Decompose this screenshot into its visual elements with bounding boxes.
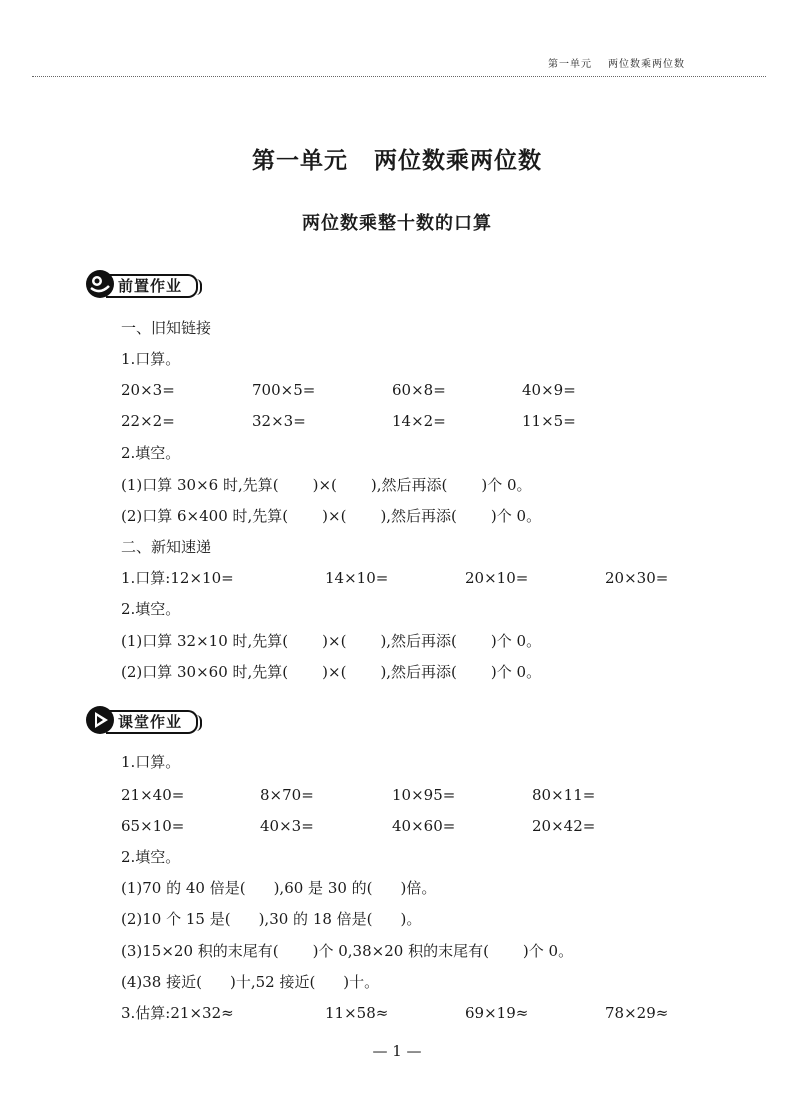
item-text: )个 0,38×20 积的末尾有( xyxy=(312,942,489,960)
estimate-problem: 11×58≈ xyxy=(325,1004,389,1022)
math-problem: 80×11= xyxy=(532,786,596,804)
fill-blank-item xyxy=(121,909,421,929)
part-heading-new: 二、新知速递 xyxy=(121,538,212,556)
section-badge-preview xyxy=(86,270,202,298)
item-text: )个 0。 xyxy=(490,632,542,650)
item-text: ),30 的 18 倍是( xyxy=(258,910,373,928)
item-text: )十。 xyxy=(343,973,380,991)
math-problem: 40×9= xyxy=(522,381,576,399)
item-text: ),然后再添( xyxy=(380,507,457,525)
item-text: )个 0。 xyxy=(481,476,532,494)
fill-blank-item xyxy=(121,972,379,992)
math-problem: 1.口算:12×10= xyxy=(121,569,234,587)
fill-blank-item xyxy=(121,662,541,682)
fill-blank-item xyxy=(121,475,532,495)
item-text: )。 xyxy=(400,910,422,928)
running-head-unit: 第一单元 xyxy=(548,59,592,70)
item-text: (2)口算 6×400 时,先算( xyxy=(121,507,289,525)
item-text: )个 0。 xyxy=(490,663,542,681)
fill-blank-item xyxy=(121,631,541,651)
fill-blank-item xyxy=(121,878,436,898)
math-problem: 14×2= xyxy=(392,412,446,430)
item-text: )×( xyxy=(322,632,347,650)
math-problem: 40×60= xyxy=(392,817,456,835)
question-title: 2.填空。 xyxy=(121,600,181,618)
item-text: )十,52 接近( xyxy=(229,973,316,991)
question-title: 1.口算。 xyxy=(121,753,181,771)
item-text: ),然后再添( xyxy=(370,476,448,494)
item-text: (3)15×20 积的末尾有( xyxy=(121,942,279,960)
math-problem: 40×3= xyxy=(260,817,314,835)
item-text: )×( xyxy=(312,476,337,494)
math-problem: 65×10= xyxy=(121,817,185,835)
item-text: (4)38 接近( xyxy=(121,973,202,991)
fill-blank-item xyxy=(121,506,541,526)
unit-title xyxy=(0,142,794,175)
item-text: ),然后再添( xyxy=(380,663,457,681)
math-problem: 20×42= xyxy=(532,817,596,835)
fill-blank-item xyxy=(121,941,573,961)
math-problem: 22×2= xyxy=(121,412,175,430)
math-problem: 21×40= xyxy=(121,786,185,804)
math-problem: 8×70= xyxy=(260,786,314,804)
math-problem: 700×5= xyxy=(252,381,316,399)
item-text: (1)口算 30×6 时,先算( xyxy=(121,476,279,494)
header-dotted-rule xyxy=(32,76,766,77)
lesson-title: 两位数乘整十数的口算 xyxy=(302,213,492,234)
estimate-problem: 3.估算:21×32≈ xyxy=(121,1004,234,1022)
math-problem: 10×95= xyxy=(392,786,456,804)
question-title: 2.填空。 xyxy=(121,848,181,866)
badge-label: 前置作业 xyxy=(118,277,183,295)
item-text: (1)70 的 40 倍是( xyxy=(121,879,246,897)
math-problem: 20×3= xyxy=(121,381,175,399)
item-text: ),60 是 30 的( xyxy=(273,879,373,897)
math-problem: 11×5= xyxy=(522,412,576,430)
part-heading-review: 一、旧知链接 xyxy=(121,319,212,337)
math-problem: 60×8= xyxy=(392,381,446,399)
running-head xyxy=(548,55,685,70)
page-number: — 1 — xyxy=(372,1042,422,1060)
item-text: )个 0。 xyxy=(490,507,542,525)
item-text: (2)10 个 15 是( xyxy=(121,910,231,928)
unit-title-topic: 两位数乘两位数 xyxy=(374,148,542,174)
section-badge-classwork xyxy=(86,706,202,734)
running-head-topic: 两位数乘两位数 xyxy=(608,59,685,70)
item-text: )×( xyxy=(322,663,347,681)
estimate-problem: 69×19≈ xyxy=(465,1004,529,1022)
item-text: (2)口算 30×60 时,先算( xyxy=(121,663,289,681)
question-title: 1.口算。 xyxy=(121,350,181,368)
item-text: )倍。 xyxy=(400,879,437,897)
item-text: ),然后再添( xyxy=(380,632,457,650)
math-problem: 32×3= xyxy=(252,412,306,430)
item-text: (1)口算 32×10 时,先算( xyxy=(121,632,289,650)
estimate-problem: 78×29≈ xyxy=(605,1004,669,1022)
math-problem: 14×10= xyxy=(325,569,389,587)
question-title: 2.填空。 xyxy=(121,444,181,462)
math-problem: 20×10= xyxy=(465,569,529,587)
bulb-icon xyxy=(86,270,114,298)
badge-label: 课堂作业 xyxy=(118,713,183,731)
item-text: )×( xyxy=(322,507,347,525)
math-problem: 20×30= xyxy=(605,569,669,587)
unit-title-unit: 第一单元 xyxy=(252,148,348,174)
item-text: )个 0。 xyxy=(522,942,574,960)
play-icon xyxy=(86,706,114,734)
